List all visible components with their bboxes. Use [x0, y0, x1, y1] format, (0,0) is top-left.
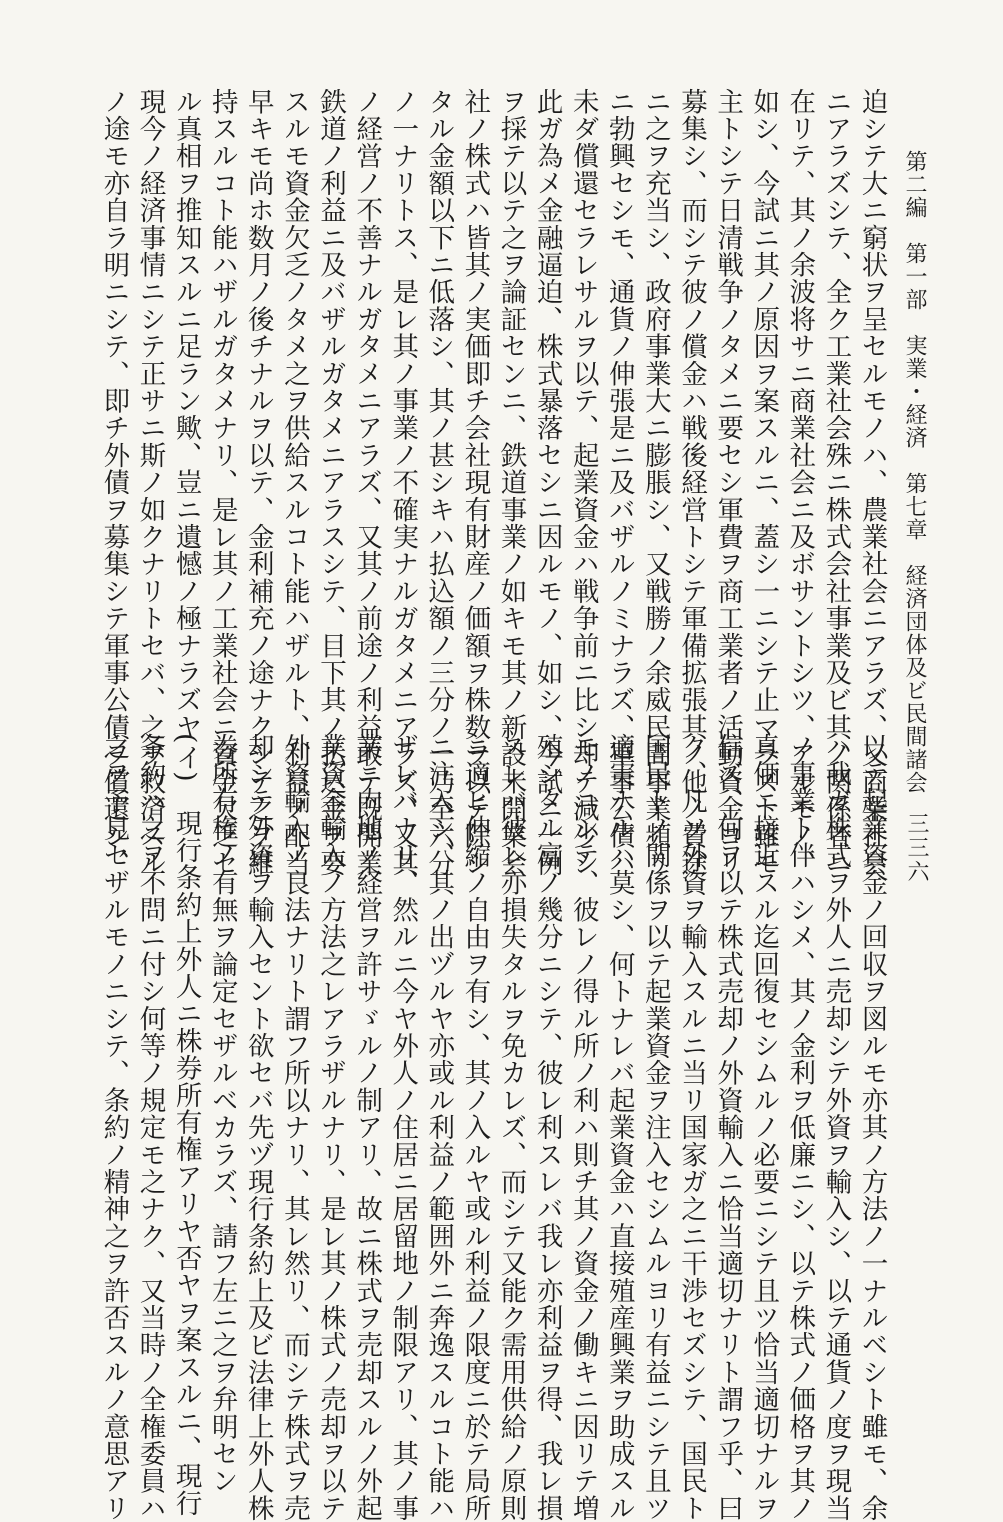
lower-text-column: 殖シタル富ノ幾分ニシテ、彼レ利スレバ我レ亦利益ヲ得、我レ損 [531, 733, 563, 1522]
lower-text-column: ニ注入シ、其ノ出ヅルヤ亦或ル利益ノ範囲外ニ奔逸スルコト能ハ [423, 733, 455, 1522]
upper-text-column: 鉄道ノ利益ニ及バザルガタメニアラスシテ、目下其ノ払込金ヲ要 [315, 88, 346, 877]
lower-text-column: ニ適ヒ伸縮ノ自由ヲ有シ、其ノ入ルヤ或ル利益ノ限度ニ於テ局所 [459, 733, 491, 1522]
upper-text-column: 在リテ、其ノ余波将サニ商業社会ニ及ボサントシツ、アルモノ、 [784, 88, 816, 877]
upper-text-column: ヲ採テ以テ之ヲ論証センニ、鉄道事業ノ如キモ其ノ新設未開業会 [495, 88, 527, 877]
lower-text-column: 以テ起業資金ノ回収ヲ図ルモ亦其ノ方法ノ一ナルベシト雖モ、余 [856, 733, 888, 1522]
upper-text-column: ル真相ヲ推知スルニ足ラン歟、豈ニ遺憾ノ極ナラズヤ [170, 88, 202, 741]
lower-text-column: 業資金輸入ノ方法之レアラザルナリ、是レ其ノ株式ノ売却ヲ以テ [315, 733, 346, 1522]
lower-text-column: 真価ニ接近スル迄回復セシムルノ必要ニシテ且ツ恰当適切ナルヲ [748, 733, 780, 1522]
running-header: 第二編 第一部 実業・経済 第七章 経済団体及ビ民間諸会 [902, 150, 927, 794]
upper-text-column: 迫シテ大ニ窮状ヲ呈セルモノハ、農業社会ニアラズ、又商業社会 [856, 88, 888, 877]
lower-text-column: 信ズ、何ヲ以テ株式売却ノ外資輸入ニ恰当適切ナリト謂フ乎、曰 [712, 733, 744, 1522]
lower-text-column: 条約ハ之ヲ不問ニ付シ何等ノ規定モ之ナク、又当時ノ全権委員ハ [134, 733, 166, 1522]
lower-text-column: ノ事業ト伴ハシメ、其ノ金利ヲ低廉ニシ、以テ株式ノ価格ヲ其ノ [784, 733, 816, 1522]
upper-text-column: ニ之ヲ充当シ、政府事業大ニ膨脹シ、又戦勝ノ余威民間事業頻リ [639, 88, 671, 877]
upper-text-column: 社ノ株式ハ皆其ノ実価即チ会社現有財産ノ価額ヲ株数ヲ以テ除シ [459, 88, 491, 877]
lower-text-column: 却シテ外資ヲ輸入セント欲セバ先ヅ現行条約上及ビ法律上外人株 [242, 733, 274, 1522]
upper-text-column: 早キモ尚ホ数月ノ後チナルヲ以テ、金利補充ノ途ナクシテ之ヲ維 [242, 88, 274, 877]
upper-text-column: ニ勃興セシモ、通貨ノ伸張是ニ及バザルノミナラズ、軍事公債ハ [603, 88, 635, 877]
lower-text-column: モノニシテ、彼レノ得ル所ノ利ハ則チ其ノ資金ノ働キニ因リテ増 [567, 733, 599, 1522]
upper-text-column: ノ途モ亦自ラ明ニシテ、即チ外債ヲ募集シテ軍事公債ヲ償還シ、 [98, 88, 130, 877]
lower-text-column: ザレバナリ、然ルニ今ヤ外人ノ住居ニ居留地ノ制限アリ、其ノ事 [387, 733, 419, 1522]
lower-text-column: (イ) 現行条約上外人ニ株券所有権アリヤ否ヤヲ案スルニ、現行 [170, 733, 202, 1517]
upper-text-column: ニアラズシテ、全ク工業社会殊ニ株式会社事業及ビ其ノ関係者ニ [820, 88, 852, 877]
lower-text-column: 外資輸入ノ良法ナリト謂フ所以ナリ、其レ然リ、而シテ株式ヲ売 [278, 733, 310, 1522]
lower-text-column: 適実ナルハ莫シ、何トナレバ起業資金ハ直接殖産興業ヲ助成スル [603, 733, 635, 1522]
upper-text-column: 主トシテ日清戦争ノタメニ要セシ軍費ヲ商工業者ノ活動資金ヨリ [712, 88, 744, 877]
lower-text-column: 券所有権ノ有無ヲ論定セザルベカラズ、請フ左ニ之ヲ弁明セン [206, 733, 238, 1495]
upper-text-column: タル金額以下ニ低落シ、其ノ甚シキハ払込額ノ三分ノ一乃至六分 [423, 88, 455, 877]
upper-text-column: 未ダ償還セラレサルヲ以テ、起業資金ハ戦争前ニ比シ却テ減少シ [567, 88, 599, 877]
upper-text-column: 募集シ、而シテ彼ノ償金ハ戦後経営トシテ軍備拡張其ノ他ノ費途 [676, 88, 707, 877]
lower-text-column: スレバ彼レ亦損失タルヲ免カレズ、而シテ又能ク需用供給ノ原則 [495, 733, 527, 1522]
page-number: 三三六 [904, 812, 929, 884]
upper-text-column: 此ガ為メ金融逼迫、株式暴落セシニ因ルモノ、如シ、今試ニ一例 [531, 88, 563, 877]
lower-text-column: ハ我ガ株式ヲ外人ニ売却シテ外資ヲ輸入シ、以テ通貨ノ度ヲ現当 [820, 733, 852, 1522]
lower-text-column: ク、凡ソ外資ヲ輸入スルニ当リ国家ガ之ニ干渉セズシテ、国民ト [676, 733, 707, 1522]
upper-text-column: 現今ノ経済事情ニシテ正サニ斯ノ如クナリトセバ、之ヲ救済スル [134, 88, 166, 877]
lower-text-column: 国民トノ関係ヲ以テ起業資金ヲ注入セシムルヨリ有益ニシテ且ツ [639, 733, 671, 1522]
upper-text-column: 持スルコト能ハザルガタメナリ、是レ其ノ工業社会ニ資金欠乏セ [206, 88, 238, 877]
upper-text-column: ノ経営ノ不善ナルガタメニアラズ、又其ノ前途ノ利益敢テ既開業 [351, 88, 383, 877]
lower-text-column: 之ヲ予見セザルモノニシテ、条約ノ精神之ヲ許否スルノ意思アリ [98, 733, 130, 1522]
lower-text-column: 業ニ内地ノ経営ヲ許サゞルノ制アリ、故ニ株式ヲ売却スルノ外起 [351, 733, 383, 1522]
upper-text-column: ノ一ナリトス、是レ其ノ事業ノ不確実ナルガタメニアラズ、又其 [387, 88, 419, 877]
upper-text-column: スルモ資金欠乏ノタメ之ヲ供給スルコト能ハザルト、利益ノ配当 [278, 88, 310, 877]
upper-text-column: 如シ、今試ニ其ノ原因ヲ案スルニ、蓋シ一ニシテ止マラズト雖モ [748, 88, 780, 877]
